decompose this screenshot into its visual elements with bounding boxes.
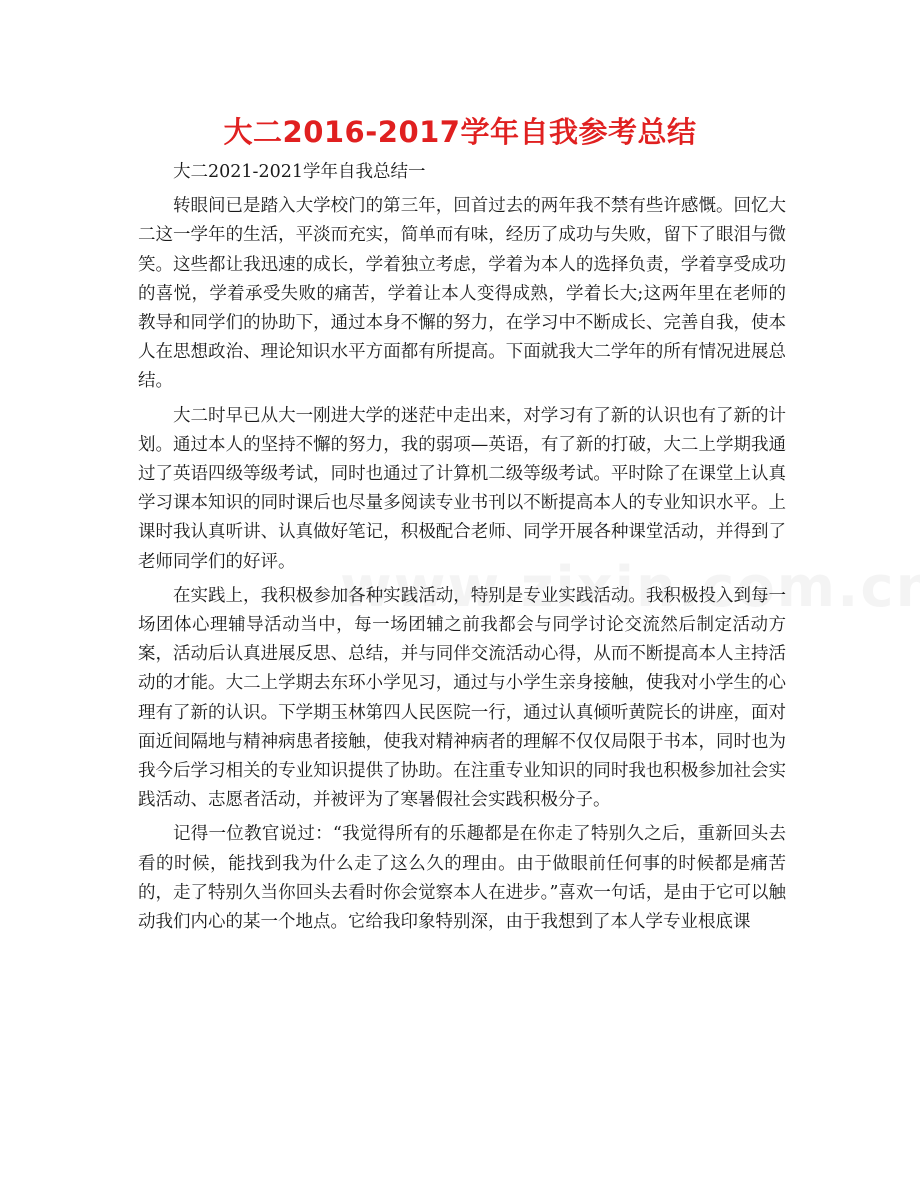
- paragraph-2: 大二时早已从大一刚进大学的迷茫中走出来，对学习有了新的认识也有了新的计划。通过本人的坚持不懈的努力，我的弱项—英语，有了新的打破，大二上学期我通过了英语四级等级考试，同时也通过了计算机二级等级考试。平时除了在课堂上认真学习课本知识的同时课后也尽量多阅读专业书刊以不断提高本人的专业知识水平。上课时我认真听讲、认真做好笔记，积极配合老师、同学开展各种课堂活动，并得到了老师同学们的好评。: [138, 405, 786, 572]
- document-title: 大二2016-2017学年自我参考总结: [223, 115, 697, 149]
- paragraph-1: 转眼间已是踏入大学校门的第三年，回首过去的两年我不禁有些许感慨。回忆大二这一学年的生活，平淡而充实，简单而有味，经历了成功与失败，留下了眼泪与微笑。这些都让我迅速的成长，学着独立考虑，学着为本人的选择负责，学着享受成功的喜悦，学着承受失败的痛苦，学着让本人变得成熟，学着长大;这两年里在老师的教导和同学们的协助下，通过本身不懈的努力，在学习中不断成长、完善自我，使本人在思想政治、理论知识水平方面都有所提高。下面就我大二学年的所有情况进展总结。: [138, 196, 786, 392]
- paragraph-4: 记得一位教官说过：“我觉得所有的乐趣都是在你走了特别久之后，重新回头去看的时候，能找到我为什么走了这么久的理由。由于做眼前任何事的时候都是痛苦的，走了特别久当你回头去看时你会觉察本人在进步。”喜欢一句话，是由于它可以触动我们内心的某一个地点。它给我印象特别深，由于我想到了本人学专业根底课: [138, 824, 786, 933]
- document-subtitle: 大二2021-2021学年自我总结一: [173, 162, 426, 182]
- document-body: [138, 158, 786, 942]
- paragraph-3: 在实践上，我积极参加各种实践活动，特别是专业实践活动。我积极投入到每一场团体心理辅导活动当中，每一场团辅之前我都会与同学讨论交流然后制定活动方案，活动后认真进展反思、总结，并与同伴交流活动心得，从而不断提高本人主持活动的才能。大二上学期去东环小学见习，通过与小学生亲身接触，使我对小学生的心理有了新的认识。下学期玉林第四人民医院一行，通过认真倾听黄院长的讲座，面对面近间隔地与精神病患者接触，使我对精神病者的理解不仅仅局限于书本，同时也为我今后学习相关的专业知识提供了协助。在注重专业知识的同时我也积极参加社会实践活动、志愿者活动，并被评为了寒暑假社会实践积极分子。: [138, 585, 786, 811]
